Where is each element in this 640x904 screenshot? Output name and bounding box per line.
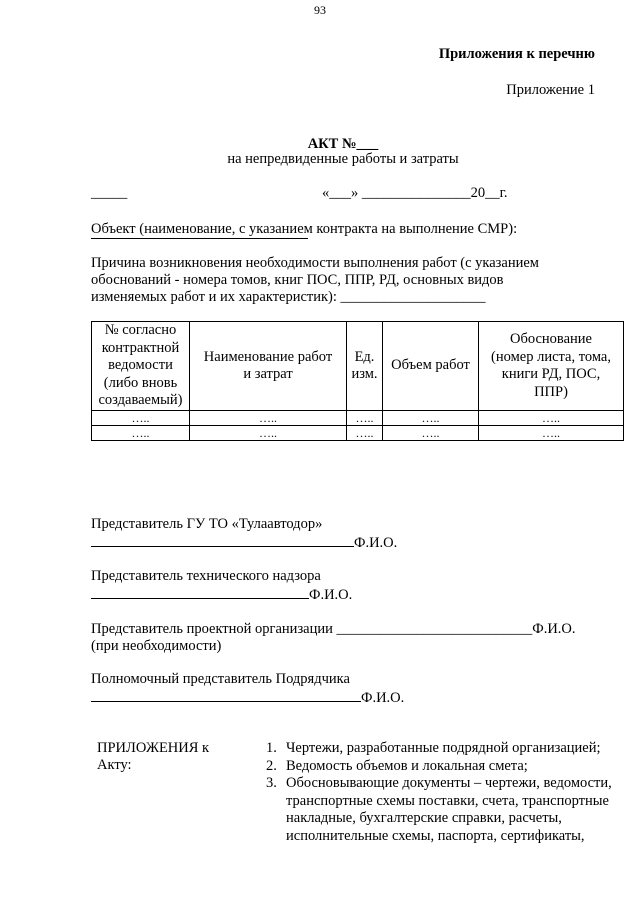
reason-line-3: изменяемых работ и их характеристик): ____________________ bbox=[91, 289, 486, 305]
table-cell: ….. bbox=[383, 411, 479, 426]
attachments-label-1: ПРИЛОЖЕНИЯ к bbox=[97, 740, 210, 756]
attachment-number: Приложение 1 bbox=[506, 82, 595, 98]
act-number-blank: _____ bbox=[91, 185, 128, 201]
list-item: 3. Обосновывающие документы – чертежи, ведомости, транспортные схемы поставки, счета, транспортные накладные, бухгалтерские справки, расчеты, исполнительные схемы, паспорта, сертификаты, bbox=[266, 775, 612, 844]
table-row bbox=[92, 426, 624, 441]
reason-line-1: Причина возникновения необходимости выполнения работ (с указанием bbox=[91, 255, 539, 271]
works-table bbox=[91, 321, 624, 441]
table-cell: ….. bbox=[92, 411, 190, 426]
list-item: 1. Чертежи, разработанные подрядной организацией; bbox=[266, 740, 601, 756]
fio-label: Ф.И.О. bbox=[354, 535, 398, 551]
table-cell: ….. bbox=[190, 411, 347, 426]
page-number: 93 bbox=[314, 3, 326, 17]
table-cell: ….. bbox=[92, 426, 190, 441]
col-header-number: № согласно контрактной ведомости (либо вновь создаваемый) bbox=[92, 322, 190, 411]
col-header-unit: Ед. изм. bbox=[347, 322, 383, 411]
col-header-volume: Объем работ bbox=[383, 322, 479, 411]
object-underline bbox=[91, 238, 308, 239]
table-cell: ….. bbox=[347, 426, 383, 441]
fio-label: Ф.И.О. bbox=[361, 690, 405, 706]
attachments-list-header: Приложения к перечню bbox=[438, 46, 595, 62]
reason-line-2: обоснований - номера томов, книг ПОС, ППР, РД, основных видов bbox=[91, 272, 504, 288]
sig-contractor-line bbox=[91, 688, 404, 707]
object-line: Объект (наименование, с указанием контракта на выполнение СМР): bbox=[91, 221, 518, 237]
attachments-label-2: Акту: bbox=[97, 757, 132, 773]
sig-road-agency: Представитель ГУ ТО «Тулаавтодор» bbox=[91, 516, 323, 532]
table-cell: ….. bbox=[190, 426, 347, 441]
signature-line bbox=[91, 688, 361, 702]
table-cell: ….. bbox=[479, 426, 624, 441]
col-header-basis: Обоснование (номер листа, тома, книги РД, ПОС, ППР) bbox=[479, 322, 624, 411]
act-date: «___» _______________20__г. bbox=[322, 185, 508, 201]
sig-contractor: Полномочный представитель Подрядчика bbox=[91, 671, 350, 687]
table-cell: ….. bbox=[347, 411, 383, 426]
act-title: АКТ №___ bbox=[307, 136, 379, 152]
act-subtitle: на непредвиденные работы и затраты bbox=[227, 151, 459, 167]
col-header-name: Наименование работ и затрат bbox=[190, 322, 347, 411]
fio-label: Ф.И.О. bbox=[309, 587, 353, 603]
signature-line bbox=[91, 585, 309, 599]
table-header-row bbox=[92, 322, 624, 411]
list-item: 2. Ведомость объемов и локальная смета; bbox=[266, 757, 528, 774]
attachments-list bbox=[266, 740, 636, 845]
sig-road-agency-line bbox=[91, 533, 397, 552]
sig-tech-supervision-line bbox=[91, 585, 352, 604]
sig-design-org-note: (при необходимости) bbox=[91, 638, 222, 654]
table-cell: ….. bbox=[383, 426, 479, 441]
sig-tech-supervision: Представитель технического надзора bbox=[91, 568, 321, 584]
table-row bbox=[92, 411, 624, 426]
signature-line bbox=[91, 533, 354, 547]
table-cell: ….. bbox=[479, 411, 624, 426]
sig-design-org: Представитель проектной организации ___________________________Ф.И.О. bbox=[91, 621, 576, 637]
